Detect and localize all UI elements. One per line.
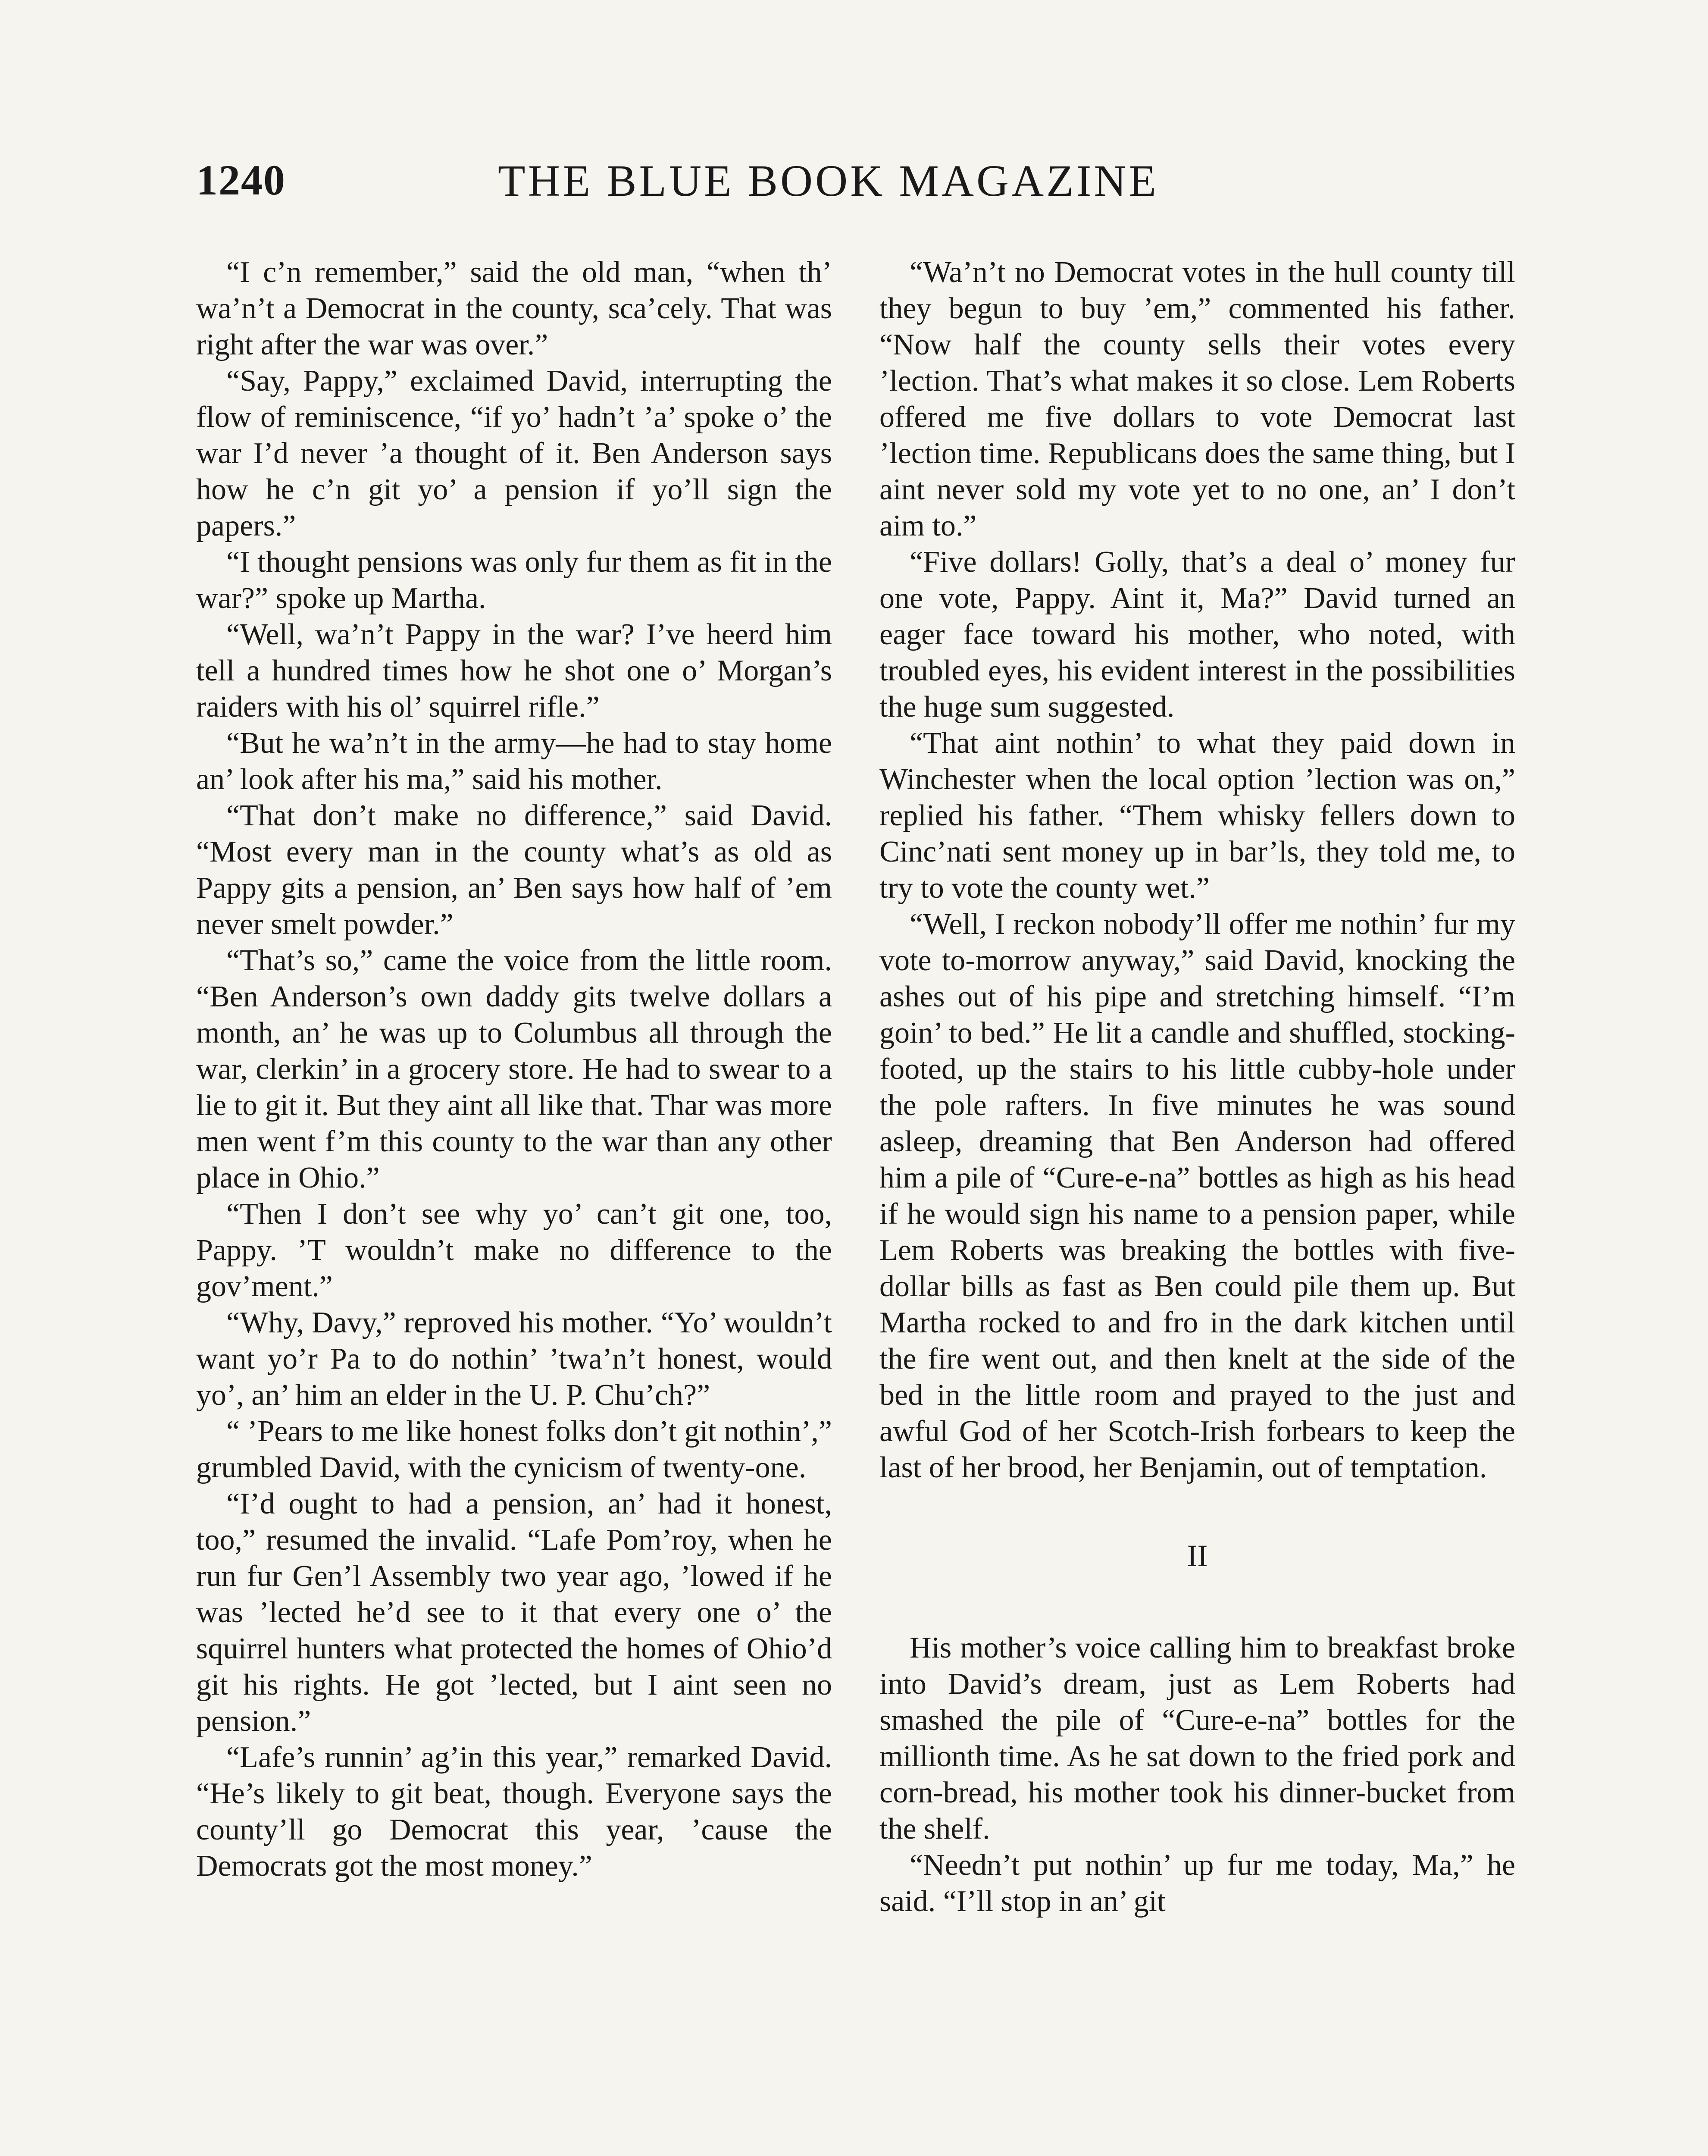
paragraph: “Five dollars! Golly, that’s a deal o’ money fur one vote, Pappy. Aint it, Ma?” David turned an eager face toward his mother, who noted, with troubled eyes, his evident interest in the possibilities the huge sum suggested. <box>879 545 1515 724</box>
paragraph: “But he wa’n’t in the army—he had to stay home an’ look after his ma,” said his mother. <box>196 727 832 796</box>
paragraph: “I’d ought to had a pension, an’ had it honest, too,” resumed the invalid. “Lafe Pom’roy, when he run fur Gen’l Assembly two year ago, ’lowed if he was ’lected he’d see to it that every one o’ the squirrel hunters what protected the homes of Ohio’d git his rights. He got ’lected, but I aint seen no pension.” <box>196 1487 832 1738</box>
paragraph: “Then I don’t see why yo’ can’t git one, too, Pappy. ’T wouldn’t make no difference to the gov’ment.” <box>196 1197 832 1303</box>
paragraph: “That don’t make no difference,” said David. “Most every man in the county what’s as old as Pappy gits a pension, an’ Ben says how half of ’em never smelt powder.” <box>196 799 832 941</box>
paragraph: His mother’s voice calling him to breakfast broke into David’s dream, just as Lem Roberts had smashed the pile of “Cure-e-na” bottles for the millionth time. As he sat down to the fried pork and corn-bread, his mother took his dinner-bucket from the shelf. <box>879 1631 1515 1846</box>
paragraph: “Needn’t put nothin’ up fur me today, Ma,” he said. “I’ll stop in an’ git <box>879 1849 1515 1918</box>
page-number: 1240 <box>196 156 286 204</box>
left-column <box>196 254 832 1884</box>
paragraph: “That aint nothin’ to what they paid down in Winchester when the local option ’lection was on,” replied his father. “Them whisky fellers down to Cinc’nati sent money up in bar’ls, they told me, to try to vote the county wet.” <box>879 727 1515 905</box>
paragraph: “Why, Davy,” reproved his mother. “Yo’ wouldn’t want yo’r Pa to do nothin’ ’twa’n’t honest, would yo’, an’ him an elder in the U. P. Chu’ch?” <box>196 1306 832 1412</box>
paragraph: “I thought pensions was only fur them as fit in the war?” spoke up Martha. <box>196 545 832 615</box>
paragraph: “Well, wa’n’t Pappy in the war? I’ve heerd him tell a hundred times how he shot one o’ Morgan’s raiders with his ol’ squirrel rifle.” <box>196 618 832 724</box>
page-header <box>196 155 1511 220</box>
paragraph: “Lafe’s runnin’ ag’in this year,” remarked David. “He’s likely to git beat, though. Everyone says the county’ll go Democrat this year, ’cause the Democrats got the most money.” <box>196 1741 832 1883</box>
paragraph: “I c’n remember,” said the old man, “when th’ wa’n’t a Democrat in the county, sca’cely. That was right after the war was over.” <box>196 256 832 361</box>
right-column <box>879 254 1515 1920</box>
paragraph: “Well, I reckon nobody’ll offer me nothin’ fur my vote to-morrow anyway,” said David, knocking the ashes out of his pipe and stretching himself. “I’m goin’ to bed.” He lit a candle and shuffled, stocking-footed, up the stairs to his little cubby-hole under the pole rafters. In five minutes he was sound asleep, dreaming that Ben Anderson had offered him a pile of “Cure-e-na” bottles as high as his head if he would sign his name to a pension paper, while Lem Roberts was breaking the bottles with five-dollar bills as fast as Ben could pile them up. But Martha rocked to and fro in the dark kitchen until the fire went out, and then knelt at the side of the bed in the little room and prayed to the just and awful God of her Scotch-Irish forbears to keep the last of her brood, her Benjamin, out of temptation. <box>879 908 1515 1484</box>
paragraph: “ ’Pears to me like honest folks don’t git nothin’,” grumbled David, with the cynicism of twenty-one. <box>196 1415 832 1484</box>
magazine-title: THE BLUE BOOK MAGAZINE <box>498 156 1159 206</box>
section-number: II <box>1187 1539 1208 1573</box>
paragraph: “Say, Pappy,” exclaimed David, interrupting the flow of reminiscence, “if yo’ hadn’t ’a’ spoke o’ the war I’d never ’a thought of it. Ben Anderson says how he c’n git yo’ a pension if yo’ll sign the papers.” <box>196 364 832 542</box>
paragraph: “That’s so,” came the voice from the little room. “Ben Anderson’s own daddy gits twelve dollars a month, an’ he was up to Columbus all through the war, clerkin’ in a grocery store. He had to swear to a lie to git it. But they aint all like that. Thar was more men went f’m this county to the war than any other place in Ohio.” <box>196 944 832 1194</box>
paragraph: “Wa’n’t no Democrat votes in the hull county till they begun to buy ’em,” commented his father. “Now half the county sells their votes every ’lection. That’s what makes it so close. Lem Roberts offered me five dollars to vote Democrat last ’lection time. Republicans does the same thing, but I aint never sold my vote yet to no one, an’ I don’t aim to.” <box>879 256 1515 542</box>
